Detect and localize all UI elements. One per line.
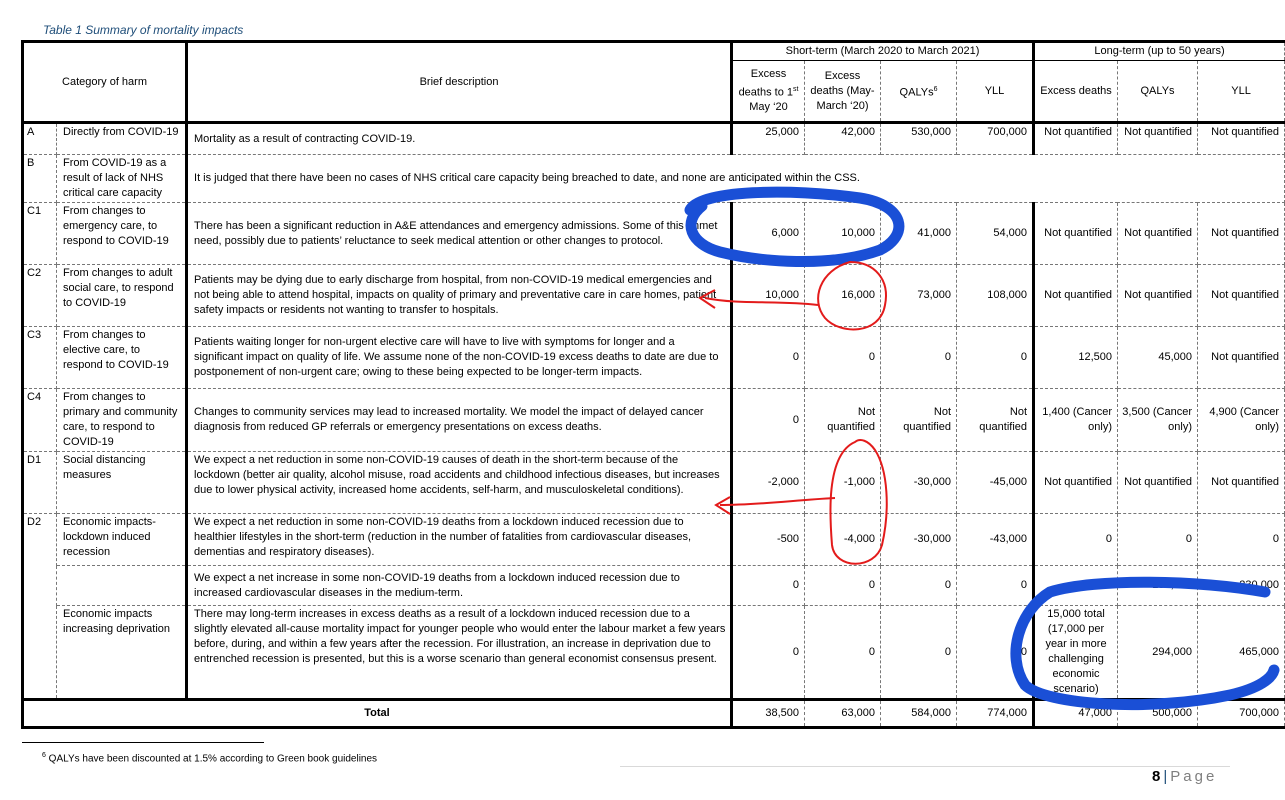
row-description: We expect a net reduction in some non-COVID-19 deaths from a lockdown induced recession due to healthier lifestyles in the short-term (reduction in the number of fatalities from cardiovascular diseases, dementias and respiratory diseases). xyxy=(187,514,732,566)
table-row xyxy=(23,566,1285,606)
row-description: Patients waiting longer for non-urgent elective care will have to live with symptoms for longer and a significant impact on quality of life. We assume none of the non-COVID-19 excess deaths to date are due to postponement of non-urgent care; owing to these being expected to be longer-term impacts. xyxy=(187,327,732,389)
cell-st-qalys: 530,000 xyxy=(881,123,957,155)
row-code: C2 xyxy=(23,265,57,327)
cell-st-excess-may: 0 xyxy=(732,327,805,389)
cell-st-excess-may: 10,000 xyxy=(732,265,805,327)
cell-lt-yll: 4,900 (Cancer only) xyxy=(1198,389,1285,452)
row-code xyxy=(23,606,57,700)
cell-lt-yll: 0 xyxy=(1198,514,1285,566)
total-row xyxy=(23,700,1285,728)
total-st-excess-march: 63,000 xyxy=(805,700,881,728)
cell-lt-yll: Not quantified xyxy=(1198,123,1285,155)
cell-st-qalys: -30,000 xyxy=(881,452,957,514)
row-category: From changes to adult social care, to respond to COVID-19 xyxy=(57,265,187,327)
row-description: Changes to community services may lead to increased mortality. We model the impact of delayed cancer diagnosis from reduced GP referrals or emergency presentations on excess deaths. xyxy=(187,389,732,452)
cell-st-yll: -45,000 xyxy=(957,452,1034,514)
header-st-excess-march: Excess deaths (May-March ‘20) xyxy=(805,61,881,123)
cell-st-excess-march: 16,000 xyxy=(805,265,881,327)
header-st-qalys: QALYs$^6$ xyxy=(881,61,957,123)
table-row xyxy=(23,155,1285,203)
cell-st-qalys: 0 xyxy=(881,606,957,700)
cell-st-qalys: 41,000 xyxy=(881,203,957,265)
header-category: Category of harm xyxy=(23,42,187,123)
cell-st-yll: 54,000 xyxy=(957,203,1034,265)
cell-st-excess-may: 6,000 xyxy=(732,203,805,265)
cell-st-yll: 0 xyxy=(957,606,1034,700)
header-st-excess-may: Excess deaths to 1st May ‘20 xyxy=(732,61,805,123)
cell-lt-excess: Not quantified xyxy=(1034,452,1118,514)
total-st-excess-may: 38,500 xyxy=(732,700,805,728)
cell-lt-yll: 465,000 xyxy=(1198,606,1285,700)
cell-st-excess-march: 42,000 xyxy=(805,123,881,155)
row-description: We expect a net increase in some non-COVID-19 deaths from a lockdown induced recession due to increased cardiovascular diseases in the medium-term. xyxy=(187,566,732,606)
cell-lt-excess: 0 xyxy=(1034,514,1118,566)
cell-st-qalys: -30,000 xyxy=(881,514,957,566)
cell-st-excess-march: 0 xyxy=(805,566,881,606)
cell-st-excess-may: 25,000 xyxy=(732,123,805,155)
cell-st-excess-may: -2,000 xyxy=(732,452,805,514)
row-code: D1 xyxy=(23,452,57,514)
cell-st-excess-may: -500 xyxy=(732,514,805,566)
table-row xyxy=(23,203,1285,265)
cell-st-qalys: Not quantified xyxy=(881,389,957,452)
cell-lt-qalys: Not quantified xyxy=(1118,123,1198,155)
row-description: Mortality as a result of contracting COVID-19. xyxy=(187,123,732,155)
header-lt-yll: YLL xyxy=(1198,61,1285,123)
row-category: From changes to primary and community care, to respond to COVID-19 xyxy=(57,389,187,452)
header-description: Brief description xyxy=(187,42,732,123)
cell-lt-excess: Not quantified xyxy=(1034,265,1118,327)
cell-lt-qalys: 157,000 xyxy=(1118,566,1198,606)
row-category: Economic impacts increasing deprivation xyxy=(57,606,187,700)
mortality-impacts-table xyxy=(21,40,1285,729)
cell-st-yll: 0 xyxy=(957,566,1034,606)
footer-rule xyxy=(620,766,1230,767)
cell-lt-qalys: 45,000 xyxy=(1118,327,1198,389)
cell-st-yll: Not quantified xyxy=(957,389,1034,452)
cell-st-yll: -43,000 xyxy=(957,514,1034,566)
cell-st-excess-march: Not quantified xyxy=(805,389,881,452)
cell-lt-excess: 1,400 (Cancer only) xyxy=(1034,389,1118,452)
row-category: Social distancing measures xyxy=(57,452,187,514)
cell-st-excess-may: 0 xyxy=(732,606,805,700)
row-description: It is judged that there have been no cases of NHS critical care capacity being breached to date, and none are anticipated within the CSS. xyxy=(187,155,1285,203)
header-lt-excess: Excess deaths xyxy=(1034,61,1118,123)
cell-st-excess-march: 0 xyxy=(805,606,881,700)
cell-lt-qalys: 3,500 (Cancer only) xyxy=(1118,389,1198,452)
header-st-yll: YLL xyxy=(957,61,1034,123)
row-category: From COVID-19 as a result of lack of NHS critical care capacity xyxy=(57,155,187,203)
row-description: There has been a significant reduction in A&E attendances and emergency admissions. Some of this unmet need, possibly due to patients’ reluctance to seek medical attention or other changes to protocol. xyxy=(187,203,732,265)
cell-lt-excess: 15,000 total (17,000 per year in more challenging economic scenario) xyxy=(1034,606,1118,700)
cell-lt-qalys: Not quantified xyxy=(1118,265,1198,327)
cell-st-yll: 0 xyxy=(957,327,1034,389)
cell-st-excess-may: 0 xyxy=(732,566,805,606)
total-st-qalys: 584,000 xyxy=(881,700,957,728)
cell-st-qalys: 0 xyxy=(881,327,957,389)
cell-lt-qalys: 0 xyxy=(1118,514,1198,566)
row-code: D2 xyxy=(23,514,57,566)
cell-st-excess-may: 0 xyxy=(732,389,805,452)
row-description: There may long-term increases in excess deaths as a result of a lockdown induced recession due to a slightly elevated all-cause mortality impact for younger people who would enter the labour market a few years before, during, and within a few years after the recession. For illustration, an increase in deprivation due to entrenched recession is presented, but this is a worse scenario than general economist consensus present. xyxy=(187,606,732,700)
row-category xyxy=(57,566,187,606)
table-caption: Table 1 Summary of mortality impacts xyxy=(43,23,244,37)
cell-lt-yll: Not quantified xyxy=(1198,452,1285,514)
header-long-term: Long-term (up to 50 years) xyxy=(1034,42,1285,61)
footnote-rule xyxy=(22,742,264,743)
total-lt-yll: 700,000 xyxy=(1198,700,1285,728)
row-code: B xyxy=(23,155,57,203)
cell-st-qalys: 73,000 xyxy=(881,265,957,327)
cell-st-excess-march: 10,000 xyxy=(805,203,881,265)
header-lt-qalys: QALYs xyxy=(1118,61,1198,123)
cell-st-yll: 700,000 xyxy=(957,123,1034,155)
row-code: C1 xyxy=(23,203,57,265)
total-st-yll: 774,000 xyxy=(957,700,1034,728)
row-description: We expect a net reduction in some non-COVID-19 causes of death in the short-term because of the lockdown (better air quality, alcohol misuse, road accidents and childhood infectious diseases, but increases due to lower physical activity, increased home accidents, self-harm, and musculoskeletal conditions). xyxy=(187,452,732,514)
row-code: C3 xyxy=(23,327,57,389)
cell-lt-excess: 18,000 xyxy=(1034,566,1118,606)
table-row xyxy=(23,389,1285,452)
total-label: Total xyxy=(23,700,732,728)
cell-lt-excess: 12,500 xyxy=(1034,327,1118,389)
cell-lt-excess: Not quantified xyxy=(1034,123,1118,155)
row-category: Economic impacts- lockdown induced recession xyxy=(57,514,187,566)
cell-st-excess-march: -4,000 xyxy=(805,514,881,566)
row-code: C4 xyxy=(23,389,57,452)
cell-lt-yll: Not quantified xyxy=(1198,265,1285,327)
cell-lt-qalys: Not quantified xyxy=(1118,203,1198,265)
cell-st-excess-march: -1,000 xyxy=(805,452,881,514)
cell-lt-qalys: Not quantified xyxy=(1118,452,1198,514)
row-code xyxy=(23,566,57,606)
cell-lt-qalys: 294,000 xyxy=(1118,606,1198,700)
cell-lt-yll: Not quantified xyxy=(1198,203,1285,265)
footnote: $^6$ QALYs have been discounted at 1.5% according to Green book guidelines xyxy=(42,752,378,765)
total-lt-excess: 47,000 xyxy=(1034,700,1118,728)
row-code: A xyxy=(23,123,57,155)
row-category: Directly from COVID-19 xyxy=(57,123,187,155)
row-category: From changes to elective care, to respond to COVID-19 xyxy=(57,327,187,389)
table-row xyxy=(23,265,1285,327)
row-description: Patients may be dying due to early discharge from hospital, from non-COVID-19 medical emergencies and not being able to attend hospital, impacts on quality of primary and preventative care in care homes, patient safety impacts or residents not wanting to transfer to hospitals. xyxy=(187,265,732,327)
cell-st-qalys: 0 xyxy=(881,566,957,606)
table-row xyxy=(23,514,1285,566)
table-row xyxy=(23,327,1285,389)
total-lt-qalys: 500,000 xyxy=(1118,700,1198,728)
table-row xyxy=(23,452,1285,514)
table-row xyxy=(23,606,1285,700)
cell-lt-yll: Not quantified xyxy=(1198,327,1285,389)
table-row xyxy=(23,123,1285,155)
cell-lt-excess: Not quantified xyxy=(1034,203,1118,265)
header-short-term: Short-term (March 2020 to March 2021) xyxy=(732,42,1034,61)
page-number: 8 | Page xyxy=(1152,768,1218,785)
cell-st-yll: 108,000 xyxy=(957,265,1034,327)
cell-lt-yll: 230,000 xyxy=(1198,566,1285,606)
row-category: From changes to emergency care, to respond to COVID-19 xyxy=(57,203,187,265)
cell-st-excess-march: 0 xyxy=(805,327,881,389)
